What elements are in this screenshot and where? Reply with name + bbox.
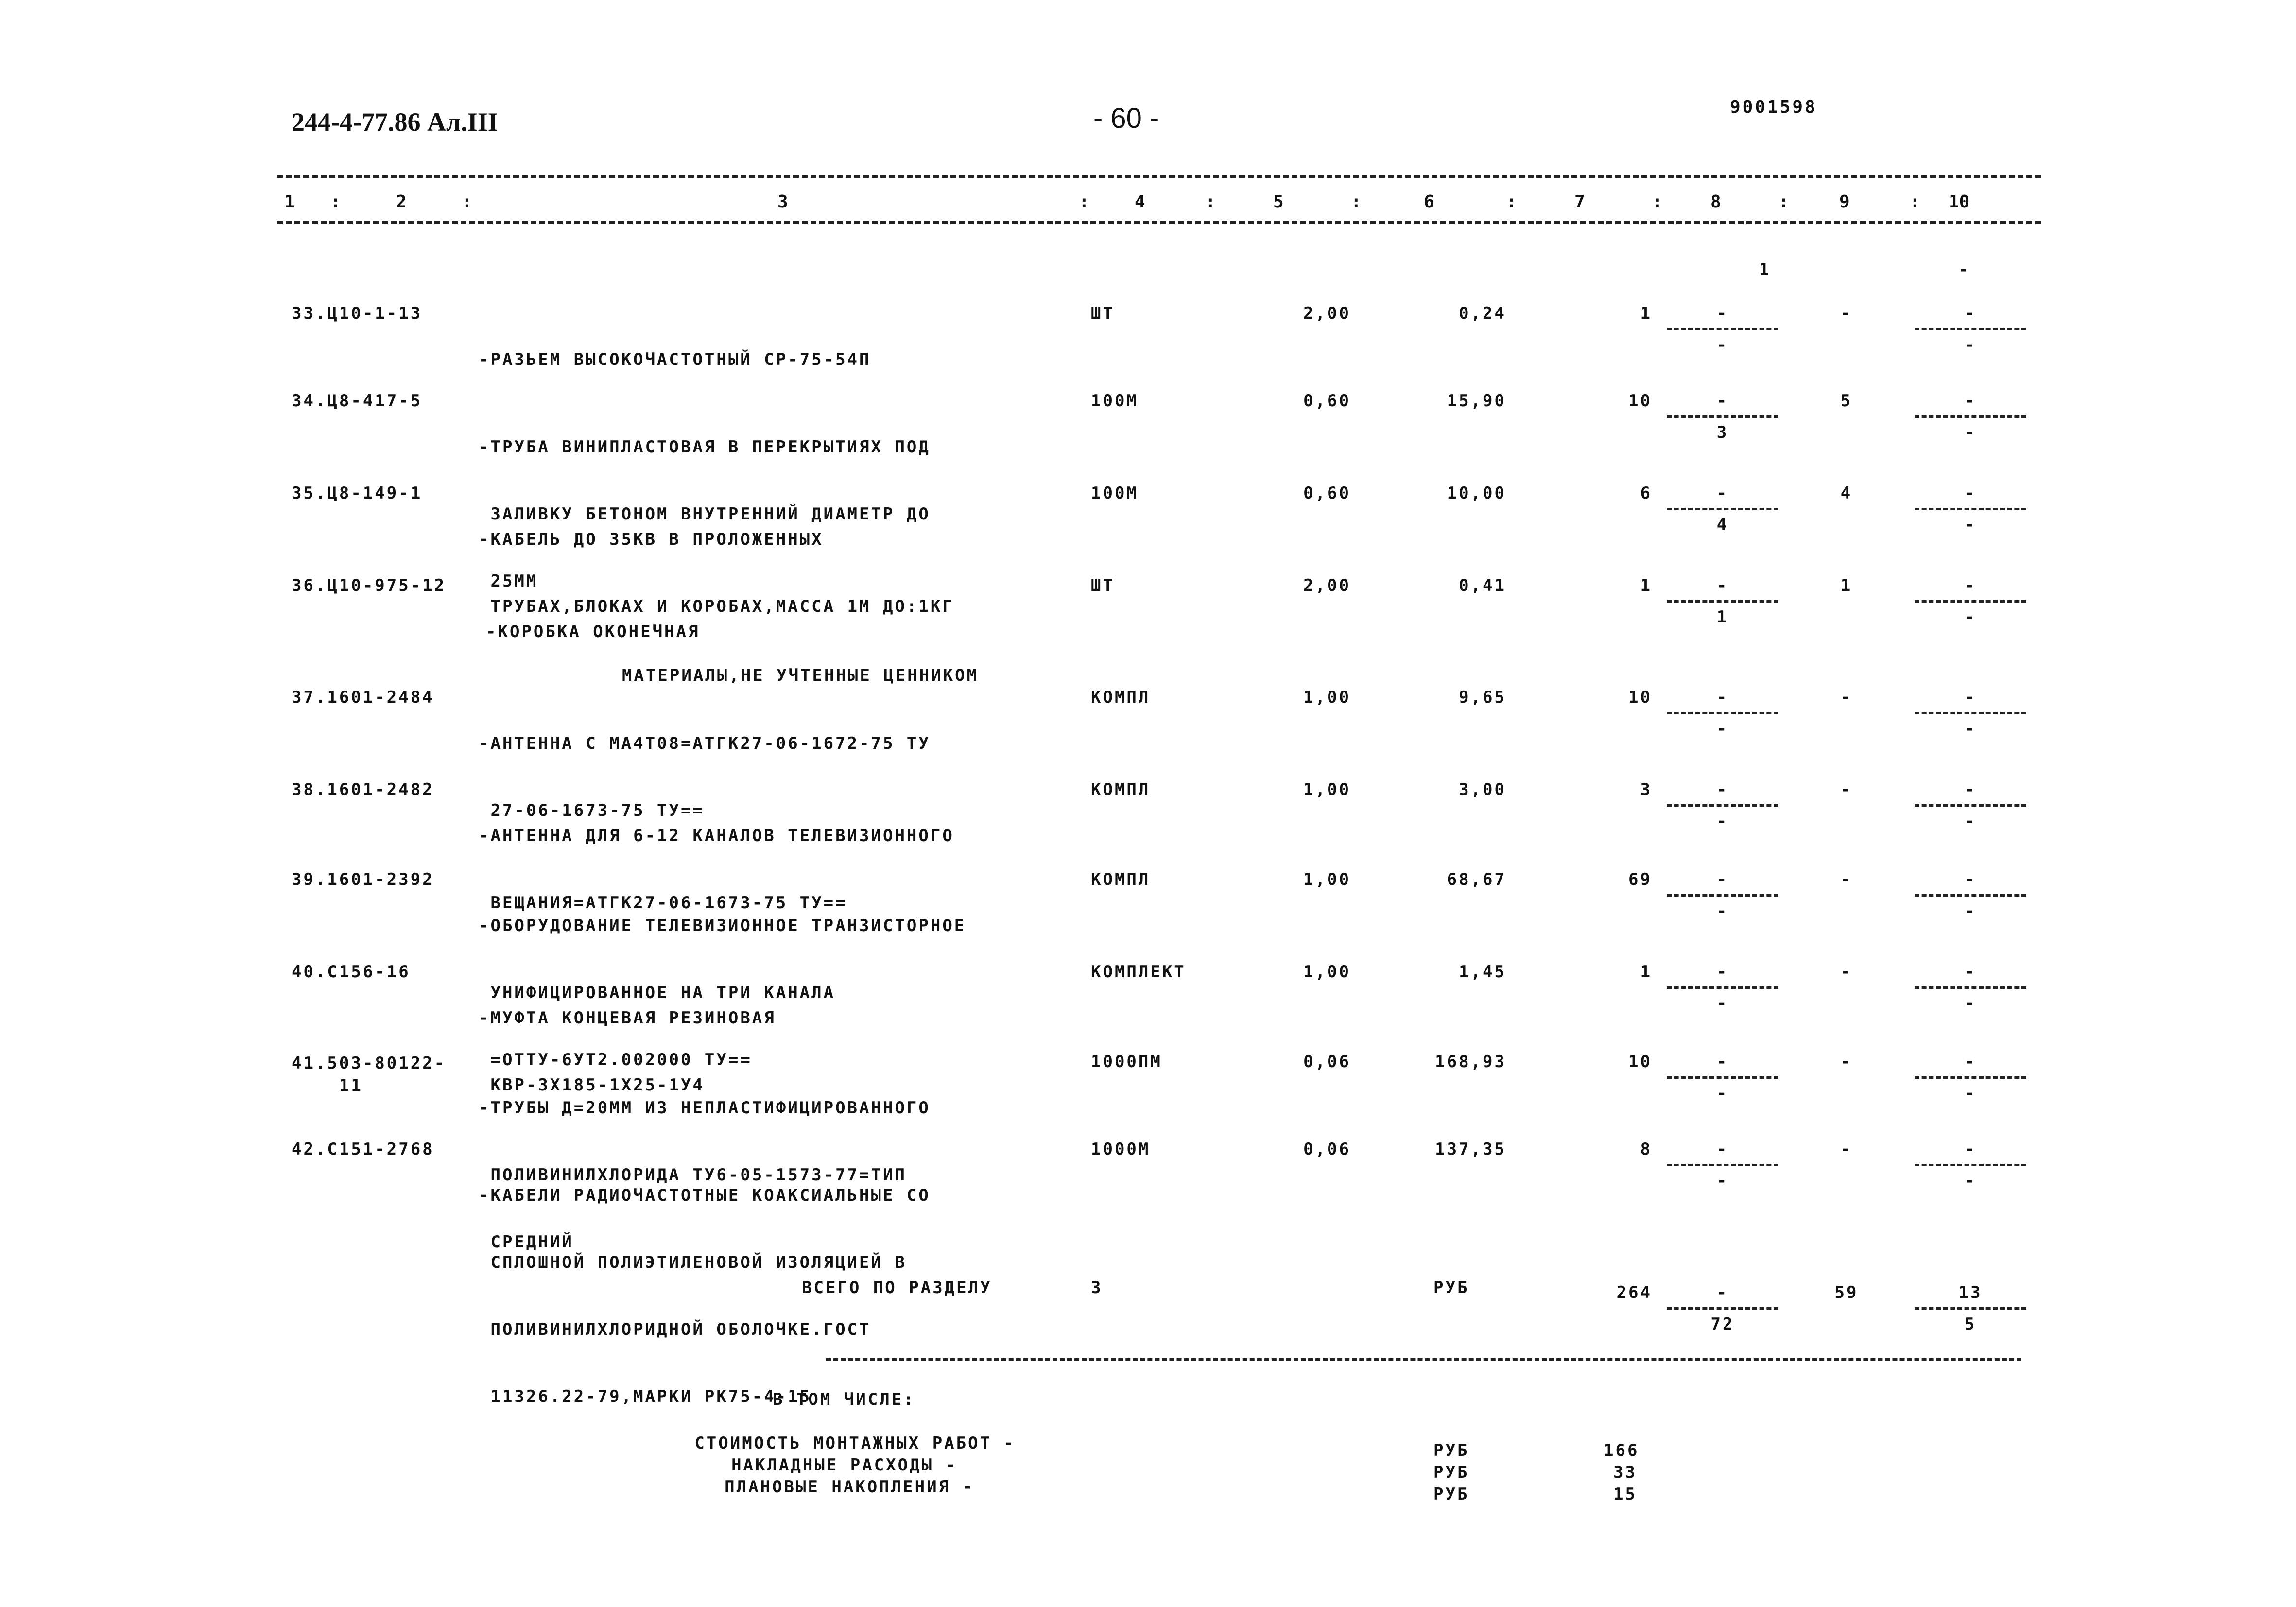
row-description-line: -ТРУБА ВИНИПЛАСТОВАЯ В ПЕРЕКРЫТИЯХ ПОД — [479, 437, 931, 457]
row-price: 168,93 — [1435, 1052, 1506, 1071]
row-description-line: ТРУБАХ,БЛОКАХ И КОРОБАХ,МАССА 1М ДО:1КГ — [479, 597, 954, 616]
row-col10 — [1915, 304, 2026, 355]
row-quantity: 2,00 — [1303, 576, 1351, 595]
section-total-col8 — [1667, 1283, 1778, 1334]
row-col8 — [1667, 484, 1778, 535]
table-header-rule — [277, 221, 2041, 224]
row-col7: 10 — [1628, 1052, 1652, 1071]
column-header-5: 5 — [1273, 192, 1284, 212]
fraction-line — [1667, 712, 1778, 714]
row-description-line: КВР-3Х185-1Х25-1У4 — [479, 1075, 705, 1095]
row-description-line: ЗАЛИВКУ БЕТОНОМ ВНУТРЕННИЙ ДИАМЕТР ДО — [479, 504, 931, 524]
row-description-line: ПОЛИВИНИЛХЛОРИДНОЙ ОБОЛОЧКЕ.ГОСТ — [479, 1320, 871, 1339]
row-col8-bottom: - — [1716, 994, 1729, 1013]
row-unit: ШТ — [1091, 304, 1115, 323]
row-col8 — [1667, 780, 1778, 831]
row-price: 9,65 — [1459, 688, 1506, 707]
fraction-line — [1667, 1164, 1778, 1166]
row-code: 42.С151-2768 — [292, 1140, 434, 1159]
column-separator: : — [1778, 192, 1789, 212]
row-col10-top: - — [1964, 780, 1977, 799]
row-price: 15,90 — [1447, 391, 1506, 411]
column-separator: : — [1910, 192, 1920, 212]
row-col9: 1 — [1840, 576, 1853, 595]
row-code: 40.С156-16 — [292, 962, 411, 982]
row-quantity: 0,06 — [1303, 1140, 1351, 1159]
fraction-line — [1915, 1164, 2026, 1166]
section-total-col7: 264 — [1616, 1283, 1652, 1302]
carry-over-col10: - — [1958, 260, 1970, 279]
row-price: 0,24 — [1459, 304, 1506, 323]
row-col10-top: - — [1964, 304, 1977, 323]
row-description-line: -МУФТА КОНЦЕВАЯ РЕЗИНОВАЯ — [479, 1008, 776, 1028]
row-col9: - — [1840, 688, 1853, 707]
row-col8-bottom: - — [1716, 1171, 1729, 1191]
row-col7: 1 — [1640, 304, 1652, 323]
row-col10 — [1915, 576, 2026, 627]
fraction-line — [1667, 328, 1778, 330]
row-col7: 1 — [1640, 576, 1652, 595]
column-separator: : — [1652, 192, 1663, 212]
fraction-line — [1915, 1076, 2026, 1079]
row-col8-top: - — [1716, 576, 1729, 595]
row-unit: КОМПЛ — [1091, 688, 1151, 707]
row-col8-bottom: - — [1716, 719, 1729, 739]
row-description-line: -АНТЕННА ДЛЯ 6-12 КАНАЛОВ ТЕЛЕВИЗИОННОГО — [479, 826, 954, 846]
row-code: 33.Ц10-1-13 — [292, 304, 423, 323]
row-unit: КОМПЛ — [1091, 780, 1151, 799]
row-col10 — [1915, 688, 2026, 739]
fraction-line — [1667, 508, 1778, 510]
row-col7: 69 — [1628, 870, 1652, 889]
row-col7: 8 — [1640, 1140, 1652, 1159]
breakdown-item-value: 33 — [1613, 1463, 1637, 1482]
column-separator: : — [1205, 192, 1216, 212]
column-header-3: 3 — [777, 192, 788, 212]
row-description-line: -ОБОРУДОВАНИЕ ТЕЛЕВИЗИОННОЕ ТРАНЗИСТОРНОЕ — [479, 916, 967, 935]
section-total-col10 — [1915, 1283, 2026, 1334]
table-top-rule — [277, 175, 2041, 178]
row-description-line: ВЕЩАНИЯ=АТГК27-06-1673-75 ТУ== — [479, 893, 847, 913]
row-description-line: -АНТЕННА С МА4Т08=АТГК27-06-1672-75 ТУ — [479, 734, 931, 753]
section-total-rule — [826, 1358, 2021, 1361]
row-col7: 10 — [1628, 391, 1652, 411]
fraction-line — [1915, 508, 2026, 510]
carry-over-col8: 1 — [1759, 260, 1771, 279]
section-total-number: 3 — [1091, 1278, 1103, 1297]
row-quantity: 1,00 — [1303, 688, 1351, 707]
row-code: 35.Ц8-149-1 — [292, 484, 423, 503]
row-col10-bottom: - — [1964, 607, 1977, 627]
row-col8 — [1667, 688, 1778, 739]
row-col8-top: - — [1716, 304, 1729, 323]
row-col8 — [1667, 576, 1778, 627]
breakdown-item-currency: РУБ — [1433, 1441, 1469, 1460]
row-col10-bottom: - — [1964, 994, 1977, 1013]
row-quantity: 0,60 — [1303, 484, 1351, 503]
row-col8-bottom: 1 — [1716, 607, 1729, 627]
row-description-line: -ТРУБЫ Д=20ММ ИЗ НЕПЛАСТИФИЦИРОВАННОГО — [479, 1098, 931, 1118]
row-price: 1,45 — [1459, 962, 1506, 982]
row-quantity: 1,00 — [1303, 962, 1351, 982]
row-unit: ШТ — [1091, 576, 1115, 595]
row-description-line: СПЛОШНОЙ ПОЛИЭТИЛЕНОВОЙ ИЗОЛЯЦИЕЙ В — [479, 1253, 907, 1272]
row-col10 — [1915, 1140, 2026, 1191]
section-total-col8-bottom: 72 — [1710, 1314, 1735, 1334]
row-col10 — [1915, 870, 2026, 921]
row-col8-top: - — [1716, 391, 1729, 411]
row-col10-top: - — [1964, 870, 1977, 889]
fraction-line — [1667, 600, 1778, 603]
row-unit: 1000ПМ — [1091, 1052, 1162, 1071]
row-col8-bottom: - — [1716, 1084, 1729, 1103]
breakdown-item-value: 15 — [1613, 1485, 1637, 1504]
row-col9: - — [1840, 780, 1853, 799]
row-col10 — [1915, 780, 2026, 831]
row-col8-bottom: - — [1716, 812, 1729, 831]
row-description-line: УНИФИЦИРОВАННОЕ НА ТРИ КАНАЛА — [479, 983, 836, 1002]
row-col10-bottom: - — [1964, 812, 1977, 831]
row-description-line: -КАБЕЛЬ ДО 35КВ В ПРОЛОЖЕННЫХ — [479, 530, 824, 549]
row-quantity: 1,00 — [1303, 870, 1351, 889]
row-col10 — [1915, 484, 2026, 535]
row-col10-bottom: - — [1964, 1084, 1977, 1103]
section-total-label: ВСЕГО ПО РАЗДЕЛУ — [802, 1278, 992, 1297]
row-col8-bottom: - — [1716, 335, 1729, 355]
column-header-6: 6 — [1424, 192, 1434, 212]
fraction-line — [1667, 415, 1778, 418]
row-col10 — [1915, 1052, 2026, 1103]
row-quantity: 0,06 — [1303, 1052, 1351, 1071]
column-separator: : — [462, 192, 472, 212]
section-total-currency: РУБ — [1433, 1278, 1469, 1297]
row-code: 39.1601-2392 — [292, 870, 434, 889]
row-col8 — [1667, 962, 1778, 1013]
row-description-line: ПОЛИВИНИЛХЛОРИДА ТУ6-05-1573-77=ТИП — [479, 1165, 907, 1185]
row-col9: - — [1840, 1052, 1853, 1071]
row-price: 68,67 — [1447, 870, 1506, 889]
column-header-7: 7 — [1574, 192, 1585, 212]
row-col8-bottom: 4 — [1716, 515, 1729, 535]
row-col10 — [1915, 962, 2026, 1013]
row-description-line: 11326.22-79,МАРКИ РК75-4-15 — [479, 1387, 812, 1406]
fraction-line — [1915, 712, 2026, 714]
row-description-line: -КАБЕЛИ РАДИОЧАСТОТНЫЕ КОАКСИАЛЬНЫЕ СО — [479, 1186, 931, 1205]
row-unit: КОМПЛ — [1091, 870, 1151, 889]
row-price: 137,35 — [1435, 1140, 1506, 1159]
breakdown-item-label: НАКЛАДНЫЕ РАСХОДЫ - — [731, 1455, 957, 1475]
row-col10-top: - — [1964, 576, 1977, 595]
row-col10 — [1915, 391, 2026, 442]
breakdown-item-value: 166 — [1604, 1441, 1640, 1460]
row-description-line: 25ММ — [479, 571, 538, 591]
row-col8-top: - — [1716, 1140, 1729, 1159]
row-code: 38.1601-2482 — [292, 780, 434, 799]
row-col8 — [1667, 391, 1778, 442]
row-col10-top: - — [1964, 688, 1977, 707]
row-code: 34.Ц8-417-5 — [292, 391, 423, 411]
row-col10-bottom: - — [1964, 335, 1977, 355]
section-total-col8-top: - — [1716, 1283, 1729, 1302]
row-col8-bottom: 3 — [1716, 423, 1729, 442]
row-col9: - — [1840, 1140, 1853, 1159]
row-col8 — [1667, 304, 1778, 355]
column-header-9: 9 — [1839, 192, 1850, 212]
row-col8 — [1667, 870, 1778, 921]
fraction-line — [1667, 986, 1778, 989]
row-col8 — [1667, 1052, 1778, 1103]
column-separator: : — [1079, 192, 1089, 212]
row-description-line: 27-06-1673-75 ТУ== — [479, 801, 705, 820]
row-col10-bottom: - — [1964, 1171, 1977, 1191]
row-code: 37.1601-2484 — [292, 688, 434, 707]
row-col8-top: - — [1716, 688, 1729, 707]
fraction-line — [1915, 1307, 2026, 1310]
row-col9: - — [1840, 304, 1853, 323]
column-separator: : — [1506, 192, 1517, 212]
breakdown-label: В ТОМ ЧИСЛЕ: — [773, 1390, 915, 1409]
row-col7: 1 — [1640, 962, 1652, 982]
row-col8-top: - — [1716, 870, 1729, 889]
row-description-line: СРЕДНИЙ — [479, 1232, 574, 1252]
row-col10-top: - — [1964, 391, 1977, 411]
row-unit: 100М — [1091, 391, 1139, 411]
fraction-line — [1667, 1076, 1778, 1079]
row-col7: 6 — [1640, 484, 1652, 503]
row-quantity: 1,00 — [1303, 780, 1351, 799]
section-total-col9: 59 — [1834, 1283, 1859, 1302]
row-col10-bottom: - — [1964, 901, 1977, 921]
column-header-1: 1 — [284, 192, 295, 212]
fraction-line — [1915, 894, 2026, 897]
column-header-2: 2 — [396, 192, 407, 212]
row-col9: 4 — [1840, 484, 1853, 503]
fraction-line — [1667, 804, 1778, 807]
row-quantity: 2,00 — [1303, 304, 1351, 323]
row-price: 10,00 — [1447, 484, 1506, 503]
section-total-col10-top: 13 — [1958, 1283, 1983, 1302]
row-col10-top: - — [1964, 484, 1977, 503]
row-col9: - — [1840, 962, 1853, 982]
row-col9: 5 — [1840, 391, 1853, 411]
row-price: 3,00 — [1459, 780, 1506, 799]
row-code: 41.503-80122- 11 — [292, 1054, 447, 1095]
column-header-row — [277, 192, 2041, 216]
row-col8-bottom: - — [1716, 901, 1729, 921]
fraction-line — [1915, 804, 2026, 807]
row-col8 — [1667, 1140, 1778, 1191]
row-col8-top: - — [1716, 962, 1729, 982]
breakdown-item-label: ПЛАНОВЫЕ НАКОПЛЕНИЯ - — [725, 1477, 974, 1497]
document-id: 9001598 — [1730, 97, 1817, 117]
column-header-8: 8 — [1710, 192, 1721, 212]
fraction-line — [1915, 986, 2026, 989]
row-col10-bottom: - — [1964, 423, 1977, 442]
column-separator: : — [330, 192, 341, 212]
fraction-line — [1667, 1307, 1778, 1310]
row-unit: 100М — [1091, 484, 1139, 503]
row-col8-top: - — [1716, 780, 1729, 799]
breakdown-item-currency: РУБ — [1433, 1463, 1469, 1482]
row-code: 36.Ц10-975-12 — [292, 576, 447, 595]
document-code: 244-4-77.86 Ал.III — [292, 107, 498, 137]
row-col8-top: - — [1716, 484, 1729, 503]
fraction-line — [1915, 415, 2026, 418]
row-col7: 10 — [1628, 688, 1652, 707]
section-total-col10-bottom: 5 — [1964, 1314, 1977, 1334]
row-unit: 1000М — [1091, 1140, 1151, 1159]
breakdown-item-currency: РУБ — [1433, 1485, 1469, 1504]
page-number: - 60 - — [1093, 103, 1159, 134]
fraction-line — [1915, 600, 2026, 603]
row-col10-top: - — [1964, 1052, 1977, 1071]
row-col10-bottom: - — [1964, 515, 1977, 535]
page-header — [292, 97, 2041, 141]
row-description-line: -РАЗЬЕМ ВЫСОКОЧАСТОТНЫЙ СР-75-54П — [479, 350, 871, 369]
row-quantity: 0,60 — [1303, 391, 1351, 411]
column-header-10: 10 — [1949, 192, 1970, 212]
row-description-line: =ОТТУ-6УТ2.002000 ТУ== — [479, 1050, 752, 1070]
materials-heading: МАТЕРИАЛЫ,НЕ УЧТЕННЫЕ ЦЕННИКОМ — [622, 666, 979, 685]
breakdown-item-label: СТОИМОСТЬ МОНТАЖНЫХ РАБОТ - — [694, 1434, 1016, 1453]
fraction-line — [1915, 328, 2026, 330]
row-col10-top: - — [1964, 962, 1977, 982]
row-col9: - — [1840, 870, 1853, 889]
row-price: 0,41 — [1459, 576, 1506, 595]
column-header-4: 4 — [1135, 192, 1145, 212]
row-col10-top: - — [1964, 1140, 1977, 1159]
column-separator: : — [1351, 192, 1362, 212]
row-col10-bottom: - — [1964, 719, 1977, 739]
row-unit: КОМПЛЕКТ — [1091, 962, 1186, 982]
row-description-line: -КОРОБКА ОКОНЕЧНАЯ — [486, 622, 700, 641]
row-col7: 3 — [1640, 780, 1652, 799]
row-col8-top: - — [1716, 1052, 1729, 1071]
fraction-line — [1667, 894, 1778, 897]
